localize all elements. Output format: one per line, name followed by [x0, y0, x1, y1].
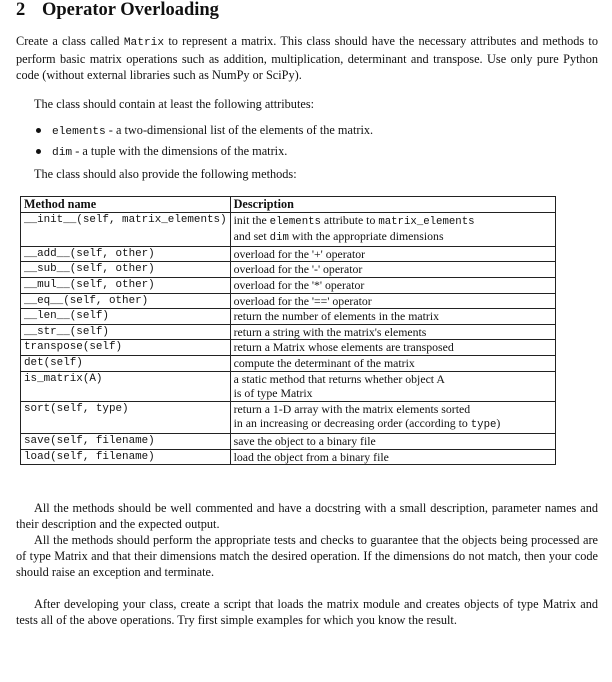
method-description-cell [230, 293, 555, 309]
method-name-cell: is_matrix(A) [21, 371, 231, 401]
attributes-intro: The class should contain at least the following attributes: [34, 97, 315, 111]
table-row [21, 246, 556, 262]
method-name-cell: save(self, filename) [21, 433, 231, 449]
description-line: return a string with the matrix's elements [233, 324, 427, 339]
method-description-cell [230, 355, 555, 371]
description-line: overload for the '+' operator [233, 246, 366, 261]
method-name-cell: __sub__(self, other) [21, 262, 231, 278]
list-item: elements - a two-dimensional list of the elements of the matrix. [34, 121, 373, 142]
table-row [21, 340, 556, 356]
table-row [21, 277, 556, 293]
method-description-cell [230, 246, 555, 262]
method-description-cell [230, 433, 555, 449]
table-row [21, 449, 556, 465]
method-name-cell: __mul__(self, other) [21, 277, 231, 293]
method-description-cell [230, 340, 555, 356]
table-row [21, 433, 556, 449]
description-line: load the object from a binary file [233, 449, 389, 464]
table-row [21, 355, 556, 371]
methods-intro: The class should also provide the following methods: [34, 167, 297, 181]
table-row [21, 262, 556, 278]
method-name-cell: sort(self, type) [21, 401, 231, 433]
method-name-cell: __eq__(self, other) [21, 293, 231, 309]
closing-paragraph-2: All the methods should perform the appropriate tests and checks to guarantee that the objects being processed are of type Matrix and that their dimensions match the desired operation. If the dimensions do not match, then your code should raise an exception and terminate. [16, 533, 598, 579]
table-header-row [21, 197, 556, 213]
method-description-cell [230, 371, 555, 401]
attribute-name: elements [52, 126, 106, 138]
description-line: save the object to a binary file [233, 433, 376, 448]
table-row [21, 401, 556, 433]
column-header-method: Method name [21, 197, 231, 213]
method-name-cell: load(self, filename) [21, 449, 231, 465]
class-name-code: Matrix [123, 37, 165, 49]
attributes-list [34, 121, 373, 163]
attribute-name: dim [52, 147, 73, 159]
method-description-cell [230, 401, 555, 433]
method-name-cell: __init__(self, matrix_elements) [21, 212, 231, 246]
method-name-cell: __str__(self) [21, 324, 231, 340]
method-description-cell [230, 277, 555, 293]
method-name-cell: __add__(self, other) [21, 246, 231, 262]
closing-paragraph-1: All the methods should be well commented and have a docstring with a small description, parameter names and their description and the expected output. [16, 501, 598, 531]
description-line: return a 1-D array with the matrix elements sorted [233, 401, 471, 416]
table-row [21, 212, 556, 246]
description-line: in an increasing or decreasing order (according to type) [233, 416, 501, 432]
closing-paragraph-3: After developing your class, create a script that loads the matrix module and creates objects of type Matrix and tests all of the above operations. Try first simple examples for which you know the result. [16, 597, 598, 627]
table-row [21, 371, 556, 401]
section-title: Operator Overloading [42, 0, 219, 20]
description-line: compute the determinant of the matrix [233, 355, 415, 370]
methods-table [20, 196, 556, 465]
method-description-cell [230, 212, 555, 246]
methods-table-body [21, 212, 556, 465]
list-item: dim - a tuple with the dimensions of the matrix. [34, 142, 373, 163]
section-number: 2 [16, 0, 26, 20]
column-header-description: Description [230, 197, 555, 213]
intro-paragraph: Create a class called Matrix to represent a matrix. This class should have the necessary attributes and methods to perform basic matrix operations such as addition, multiplication, determinant and transpose. Use only pure Python code (without external libraries such as NumPy or SciPy). [16, 34, 598, 82]
method-name-cell: det(self) [21, 355, 231, 371]
table-row [21, 324, 556, 340]
method-description-cell [230, 324, 555, 340]
description-line: a static method that returns whether object A [233, 371, 445, 386]
method-name-cell: __len__(self) [21, 309, 231, 325]
description-line: overload for the '*' operator [233, 277, 365, 292]
description-line: return a Matrix whose elements are transposed [233, 340, 454, 355]
method-description-cell [230, 262, 555, 278]
description-line: return the number of elements in the matrix [233, 309, 440, 324]
description-line: is of type Matrix [233, 386, 313, 401]
description-line: and set dim with the appropriate dimensions [233, 229, 444, 245]
table-row [21, 293, 556, 309]
table-row [21, 309, 556, 325]
method-name-cell: transpose(self) [21, 340, 231, 356]
method-description-cell [230, 449, 555, 465]
method-description-cell [230, 309, 555, 325]
description-line: overload for the '==' operator [233, 293, 372, 308]
description-line: init the elements attribute to matrix_elements [233, 212, 475, 228]
section-heading [16, 0, 219, 21]
description-line: overload for the '-' operator [233, 262, 363, 277]
